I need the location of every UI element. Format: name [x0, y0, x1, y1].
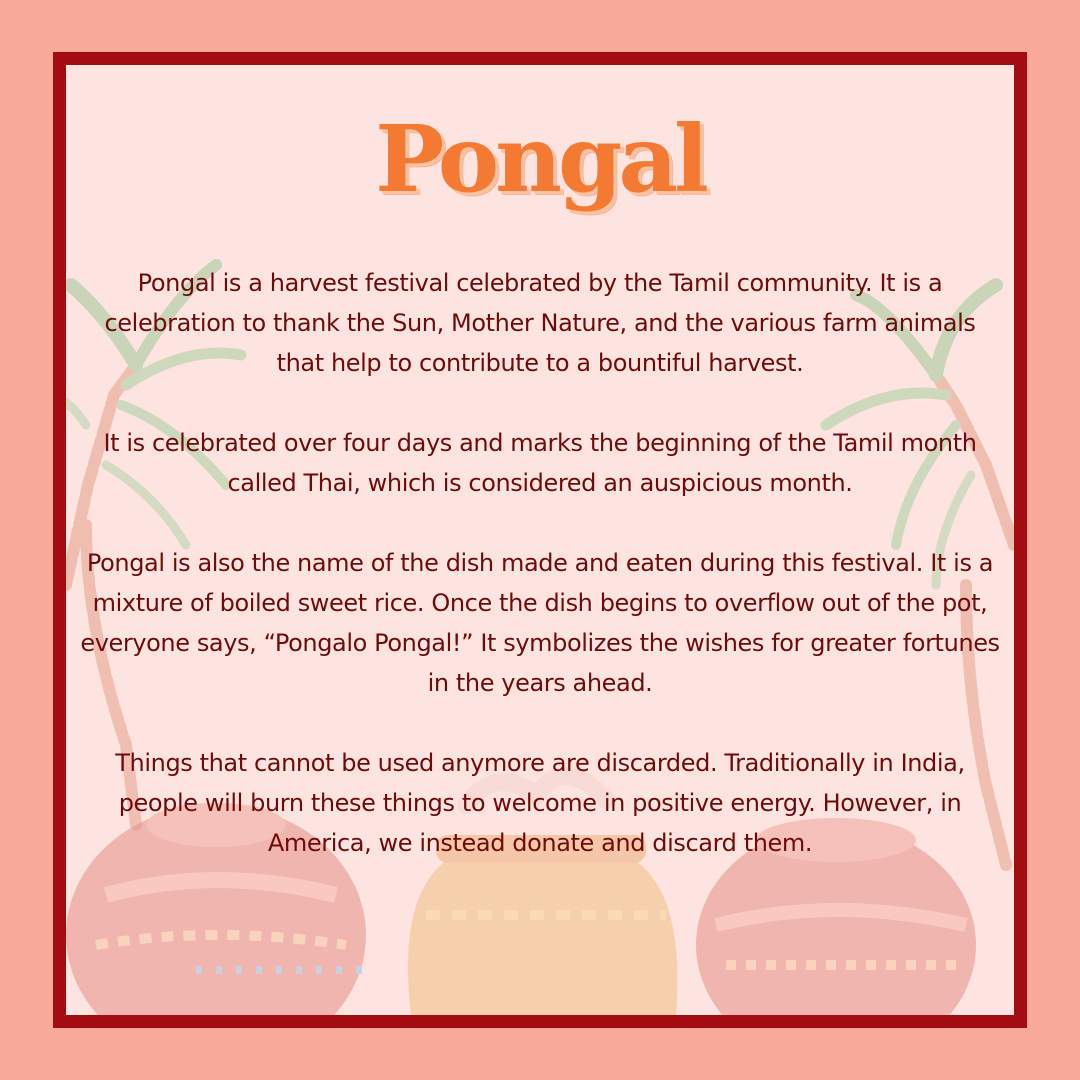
paragraph-dish: Pongal is also the name of the dish made and eaten during this festival. It is a mixture of boiled sweet rice. Once the dish begins to overflow out of the pot, everyone says, “Pongalo Pongal!” It symbolizes the wishes for greater fortunes in the years ahead.: [80, 549, 1000, 697]
page-title: Pongal: [375, 105, 705, 213]
poster-frame: [53, 52, 1027, 1028]
paragraph-discard: Things that cannot be used anymore are discarded. Traditionally in India, people will burn these things to welcome in positive energy. However, in America, we instead donate and discard them.: [115, 749, 965, 857]
article-body: [80, 263, 1000, 863]
paragraph-intro: Pongal is a harvest festival celebrated by the Tamil community. It is a celebration to thank the Sun, Mother Nature, and the various farm animals that help to contribute to a bountiful harvest.: [104, 269, 976, 377]
paragraph-duration: It is celebrated over four days and marks the beginning of the Tamil month called Thai, which is considered an auspicious month.: [103, 429, 977, 497]
